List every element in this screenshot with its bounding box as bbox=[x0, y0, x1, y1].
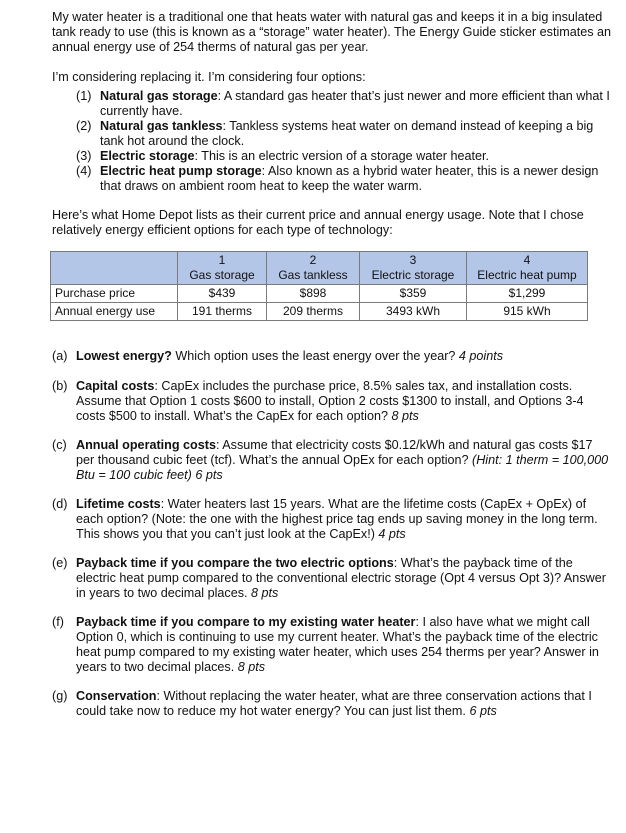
table-corner-cell bbox=[51, 252, 178, 285]
question-letter: (f) bbox=[52, 615, 64, 629]
question-points: 8 pts bbox=[391, 409, 419, 423]
options-lead: I’m considering replacing it. I’m considering four options: bbox=[52, 70, 366, 84]
question-title: Payback time if you compare the two electric options bbox=[76, 556, 394, 570]
question-title: Annual operating costs bbox=[76, 438, 216, 452]
table-header-cell bbox=[360, 252, 467, 285]
option-number-header: 1 bbox=[218, 253, 226, 267]
question-letter: (g) bbox=[52, 689, 68, 703]
option-number-header: 3 bbox=[409, 253, 417, 267]
question-points: 4 points bbox=[458, 349, 504, 363]
option-number-header: 2 bbox=[309, 253, 317, 267]
option-text: : This is an electric version of a storage water heater. bbox=[194, 149, 489, 163]
question-title: Payback time if you compare to my existing water heater bbox=[76, 615, 416, 629]
table-header-cell bbox=[267, 252, 360, 285]
question-letter: (d) bbox=[52, 497, 68, 511]
question-text: : What’s the payback time of the electric heat pump compared to the conventional electric storage (Opt 4 versus Opt 3)? Answer in years to two decimal places. bbox=[76, 556, 606, 600]
question-letter: (c) bbox=[52, 438, 67, 452]
table-row bbox=[51, 303, 588, 321]
question-hint: (Hint: 1 therm = 100,000 Btu = 100 cubic feet) bbox=[76, 453, 609, 482]
question-title: Capital costs bbox=[76, 379, 155, 393]
question-points: 8 pts bbox=[251, 586, 279, 600]
list-item bbox=[76, 164, 612, 194]
row-label: Annual energy use bbox=[51, 303, 178, 321]
question-points: 8 pts bbox=[237, 660, 266, 674]
row-label: Purchase price bbox=[51, 285, 178, 303]
option-number-header: 4 bbox=[523, 253, 531, 267]
question-points: 4 pts bbox=[378, 527, 406, 541]
table-cell: $1,299 bbox=[467, 285, 588, 303]
option-text: : Also known as a hybrid water heater, this is a newer design that draws on ambient room heat to keep the water warm. bbox=[100, 164, 599, 193]
question-letter: (a) bbox=[52, 349, 68, 363]
table-cell: 191 therms bbox=[178, 303, 267, 321]
table-cell: $359 bbox=[360, 285, 467, 303]
question-letter: (b) bbox=[52, 379, 68, 393]
option-name-header: Electric heat pump bbox=[477, 268, 577, 282]
option-title: Electric storage bbox=[100, 149, 195, 163]
table-header-cell bbox=[178, 252, 267, 285]
options-list bbox=[52, 89, 612, 194]
option-number: (2) bbox=[76, 119, 92, 133]
table-header-cell bbox=[467, 252, 588, 285]
question-text: : Water heaters last 15 years. What are the lifetime costs (CapEx + OpEx) of each option? (Note: the one with the highest price tag ends up saving money in the long term. This shows you that you can’t just look at the CapEx!) bbox=[76, 497, 598, 541]
table-cell: 209 therms bbox=[267, 303, 360, 321]
question-text: : Without replacing the water heater, what are three conservation actions that I could take now to reduce my hot water energy? You can just list them. bbox=[76, 689, 592, 718]
intro-paragraph: My water heater is a traditional one that heats water with natural gas and keeps it in a big insulated tank ready to use (this is known as a “storage” water heater). The Energy Guide sticker estimates an annual energy use of 254 therms of natural gas per year. bbox=[52, 10, 612, 54]
option-number: (4) bbox=[76, 164, 92, 178]
question-letter: (e) bbox=[52, 556, 68, 570]
table-header-row bbox=[51, 252, 588, 285]
list-item bbox=[76, 89, 612, 119]
table-cell: 3493 kWh bbox=[360, 303, 467, 321]
table-intro: Here’s what Home Depot lists as their current price and annual energy usage. Note that I chose relatively energy efficient options for each type of technology: bbox=[52, 208, 584, 237]
question-title: Conservation bbox=[76, 689, 157, 703]
option-number: (1) bbox=[76, 89, 92, 103]
question-points: 6 pts bbox=[469, 704, 497, 718]
question-f bbox=[52, 615, 612, 675]
question-e bbox=[52, 556, 612, 601]
option-title: Natural gas tankless bbox=[100, 119, 223, 133]
question-c bbox=[52, 438, 612, 483]
list-item bbox=[76, 119, 612, 149]
comparison-table bbox=[50, 251, 588, 321]
question-b bbox=[52, 379, 612, 424]
question-points: 6 pts bbox=[195, 468, 223, 482]
question-title: Lowest energy? bbox=[76, 349, 172, 363]
table-cell: $898 bbox=[267, 285, 360, 303]
table-row bbox=[51, 285, 588, 303]
question-title: Lifetime costs bbox=[76, 497, 161, 511]
option-name-header: Gas tankless bbox=[278, 268, 348, 282]
option-number: (3) bbox=[76, 149, 92, 163]
question-text: Which option uses the least energy over the year? bbox=[171, 349, 459, 363]
question-a bbox=[52, 349, 612, 364]
question-text: : I also have what we might call Option 0, which is continuing to use my current heater. What’s the payback time of the electric heat pump compared to my existing water heater, which uses 254 therms per year? Answer in years to two decimal places. bbox=[76, 615, 599, 674]
option-name-header: Electric storage bbox=[371, 268, 455, 282]
option-title: Electric heat pump storage bbox=[100, 164, 262, 178]
option-title: Natural gas storage bbox=[100, 89, 218, 103]
option-text: : Tankless systems heat water on demand instead of keeping a big tank hot around the clock. bbox=[100, 119, 594, 148]
option-name-header: Gas storage bbox=[189, 268, 255, 282]
table-cell: 915 kWh bbox=[467, 303, 588, 321]
option-text: : A standard gas heater that’s just newer and more efficient than what I currently have. bbox=[100, 89, 610, 118]
question-text: : Assume that electricity costs $0.12/kWh and natural gas costs $17 per thousand cubic feet (tcf). What’s the annual OpEx for each option? bbox=[76, 438, 593, 467]
question-g bbox=[52, 689, 612, 719]
question-d bbox=[52, 497, 612, 542]
question-text: : CapEx includes the purchase price, 8.5% sales tax, and installation costs. Assume that Option 1 costs $600 to install, Option 2 costs $1300 to install, and Options 3-4 costs $500 to install. What’s the CapEx for each option? bbox=[76, 379, 584, 423]
table-cell: $439 bbox=[178, 285, 267, 303]
list-item bbox=[76, 149, 612, 164]
